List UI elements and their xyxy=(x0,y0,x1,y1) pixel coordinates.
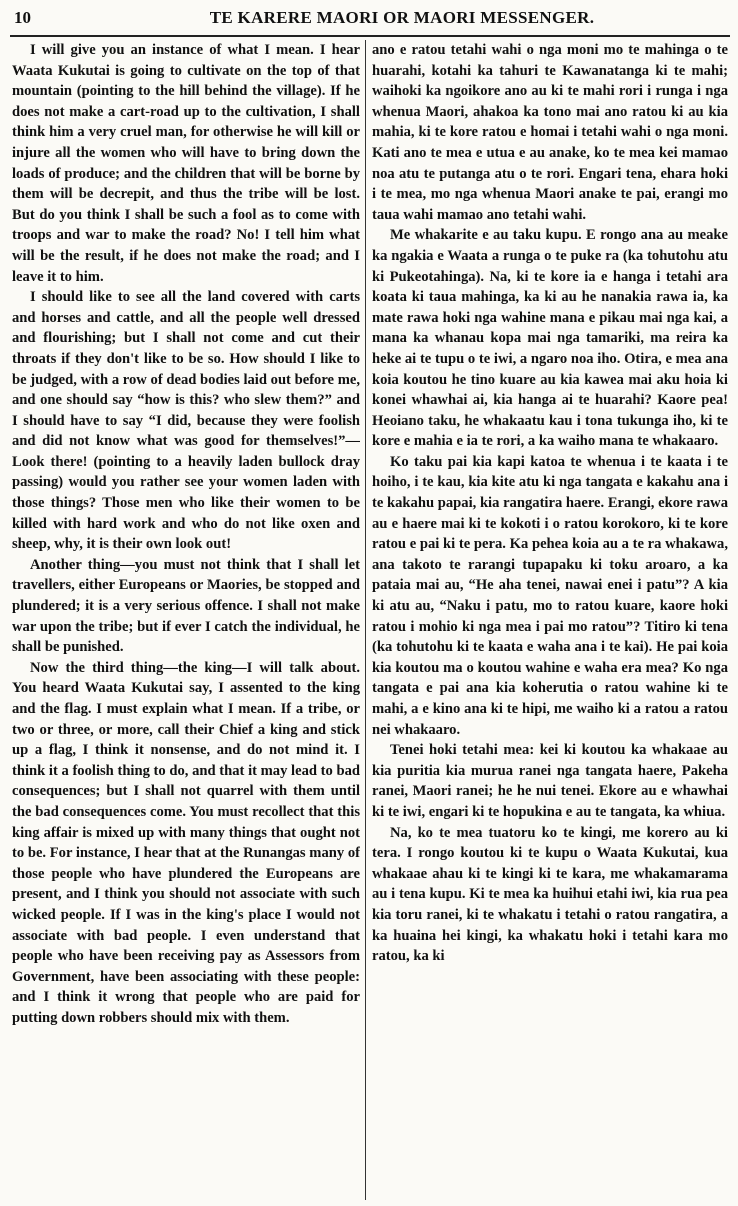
running-title: TE KARERE MAORI OR MAORI MESSENGER. xyxy=(209,8,595,27)
paragraph: Tenei hoki tetahi mea: kei ki koutou ka whakaae au kia puritia kia murua ranei nga tangata haere, Pakeha ranei, Maori ranei; he he nui tenei. Ekore au e whawhai ki te iwi, engari ki te hopukina e au te tangata, ka whiua. xyxy=(372,742,728,820)
maori-column xyxy=(372,40,728,1200)
column-divider xyxy=(365,40,366,1200)
paragraph: I will give you an instance of what I mean. I hear Waata Kukutai is going to cultivate on the top of that mountain (pointing to the hill behind the village). If he does not make a cart-road up to the cultivation, I shall think him a very cruel man, for otherwise he will kill or injure all the women who will have to bring down the loads of produce; and the children that will be borne by them will be decrepit, and thus the tribe will be lost. But do you think I shall be such a fool as to come with troops and war to make the road? No! I tell him what will be the result, if he does not make the road; and I leave it to him. xyxy=(12,42,360,285)
page-header xyxy=(0,6,738,34)
paragraph: Now the third thing—the king—I will talk about. You heard Waata Kukutai say, I assented to the king and the flag. I must explain what I mean. If a tribe, or two or three, or more, call their Chief a king and stick up a flag, I think it nonsense, and do not mind it. I think it a foolish thing to do, and that it may lead to bad consequences; but I shall not quarrel with them until the bad consequences come. You must recollect that this king affair is mixed up with many things that ought not to be. For instance, I hear that at the Runangas many of those people who have plundered the Europeans are present, and I think you should not associate with such wicked people. If I was in the king's place I would not associate with bad people. I even understand that people who have been receiving pay as Assessors from Government, have been associating with these people: and I think it wrong that people who are paid for putting down robbers should mix with them. xyxy=(12,659,360,1026)
paragraph: Ko taku pai kia kapi katoa te whenua i te kaata i te hoiho, i te kau, kia kite atu ki nga tangata e kakahu ana i te kakahu papai, kia rangatira haere. Erangi, ekore rawa au e haere mai ki te kokoti i o ratou korokoro, ki te kore ratou e pai ki te pera. Ka pehea koia au a te ra whakawa, ana takoto te rarangi tupapaku ki toku aroaro, a ka pataia mai au, “He aha tenei, nawai enei i patu”? A kia ki atu au, “Naku i patu, mo to ratou kuare, kaore hoki ratou i mohio ki nga mea i pai mo ratou”? Titiro ki tena (ka tohutohu ki te kaata e waha ana i te kai). He pai koia kia koutou ma o koutou wahine e waha era mea? Ko nga tangata e pai ana kia koherutia o ratou wahine ki te mahi, a e kino ana ki te hipi, me waiho ki a ratou a ratou nei whakaaro. xyxy=(372,453,728,738)
paragraph: I should like to see all the land covered with carts and horses and cattle, and all the people well dressed and flourishing; but I shall not come and cut their throats if they don't like to be so. How should I like to be judged, with a row of dead bodies laid out before me, and one should say “how is this? who slew them?” and I should have to say “I did, because they were foolish and did not know what was good for themselves!”—Look there! (pointing to a heavily laden bullock dray passing) would you rather see your women laden with those things? Those men who like their women to be killed with hard work and who do not like oxen and sheep, why, it is their own look out! xyxy=(12,289,360,553)
paragraph: Another thing—you must not think that I shall let travellers, either Europeans or Maories, be stopped and plundered; it is a very serious offence. I shall not make war upon the tribe; but if ever I catch the individual, he shall be punished. xyxy=(12,556,360,656)
paragraph: ano e ratou tetahi wahi o nga moni mo te mahinga o te huarahi, kotahi ka tahuri te Kawanatanga ki te mahi; waihoki ka ngoikore ano au ki te mahi rori i runga i nga whenua Maori, ahakoa ka tono mai ano ratou ki au kia mahia, ki te kore ratou e homai i tetahi wahi o nga moni. Kati ano te mea e utua e au anake, ko te mea kei mamao noa atu te putanga atu o te rori. Engari tena, ehara hoki i te mea, mo nga whenua Maori anake te pai, erangi mo taua wahi mamao ano tetahi wahi. xyxy=(372,42,728,223)
header-rule xyxy=(10,35,730,37)
page-number: 10 xyxy=(14,8,31,27)
english-column xyxy=(12,40,360,1200)
paragraph: Me whakarite e au taku kupu. E rongo ana au meake ka ngakia e Waata a runga o te puke ra (ka tohutohu atu ki Pukeotahinga). Na, ki te kore ia e hanga i tetahi ara koata ki taua mahinga, ka ki au he nanakia rawa ia, ka mate rawa hoki nga wahine mana e pikau mai nga kai, a mana ka whanau kopa mai nga tamariki, ma reira ka heke ai te tupu o te iwi, a ngaro noa iho. Otira, e mea ana koia koutou he tino kuare au kia kawea mai aku hoia ki konei whawhai ai, kia hanga ai te huarahi? Kaore pea! Heoiano taku, he whakaatu kau i tona tukunga iho, ki te kore e mahia e ia te rori, a ka waiho mana te whakaaro. xyxy=(372,227,728,450)
paragraph: Na, ko te mea tuatoru ko te kingi, me korero au ki tera. I rongo koutou ki te kupu o Waata Kukutai, kua whakaae ahau ki te kingi ki te kara, me whakamarama au i tena kupu. Ki te mea ka huihui etahi iwi, kia rua pea kia toru ranei, ki te whakatu i tetahi o ratou rangatira, a ka huaina hei kingi, ka whakatu hoki i tetahi kara mo ratou, ka ki xyxy=(372,824,728,965)
